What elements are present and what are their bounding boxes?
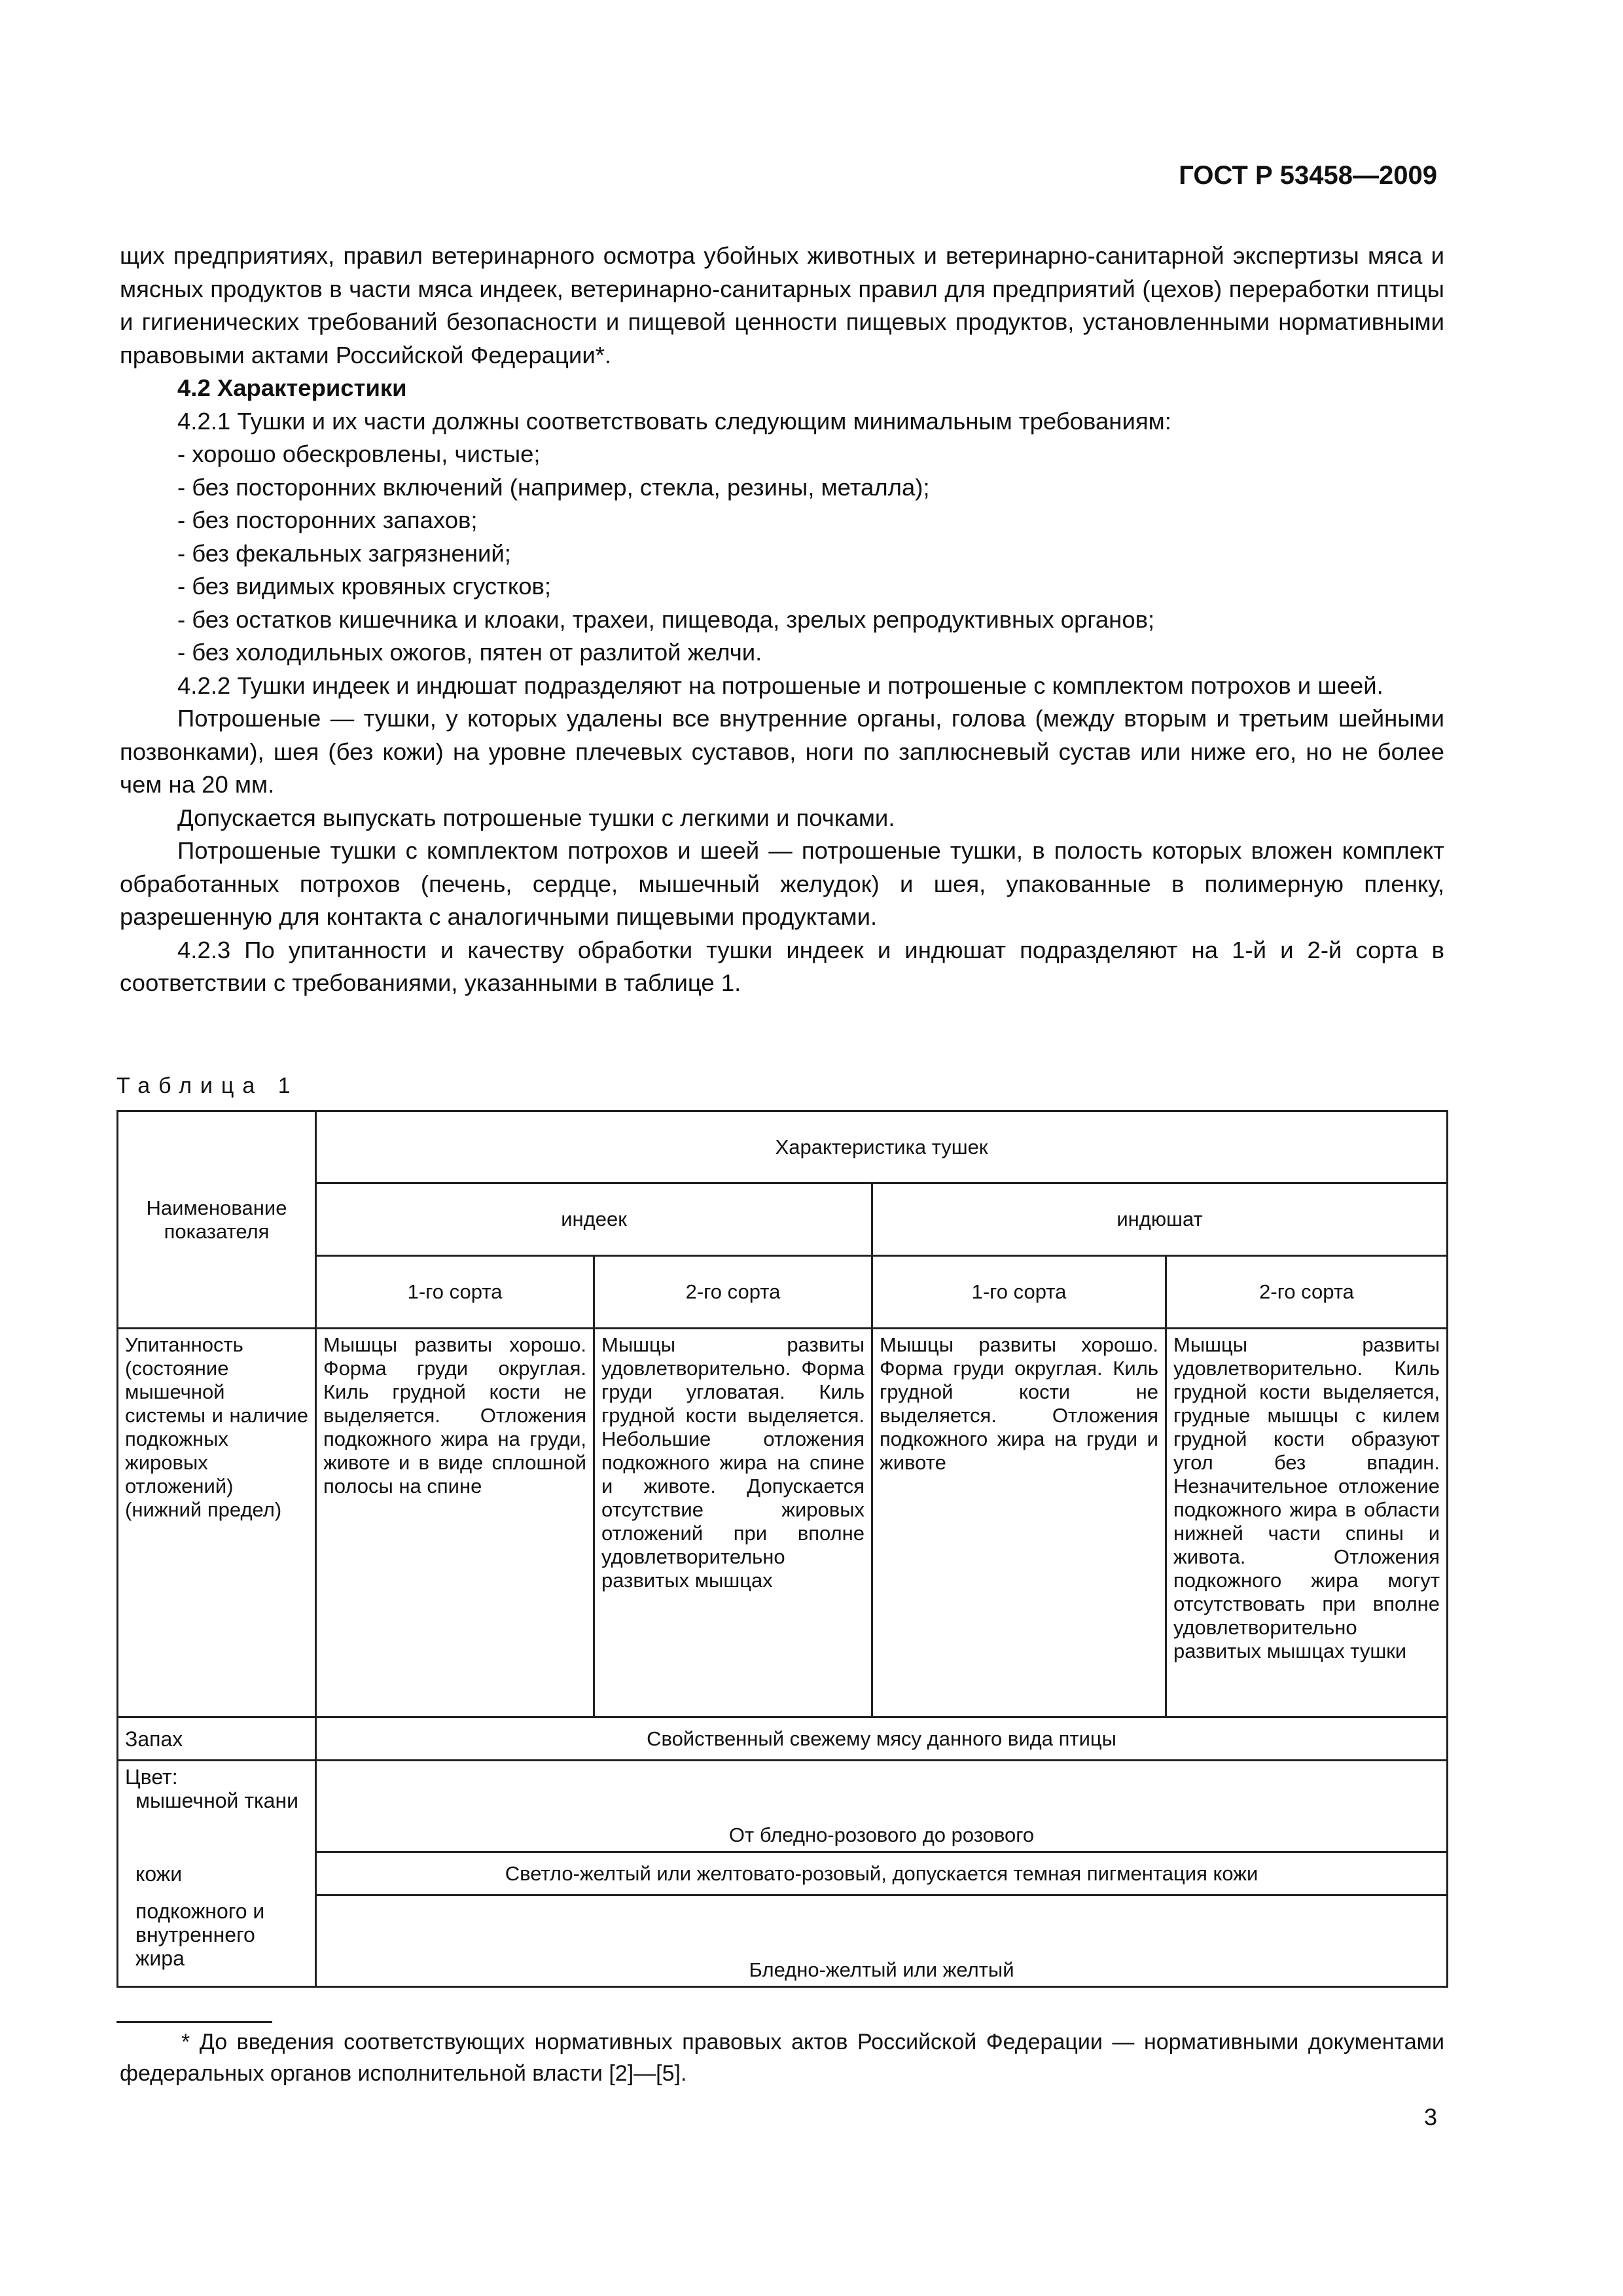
color-heading: Цвет: [125, 1765, 178, 1789]
list-item: - без фекальных загрязнений; [177, 539, 511, 567]
table-cell: Свойственный свежему мясу данного вида птицы [316, 1717, 1448, 1761]
paragraph: 4.2.1 Тушки и их части должны соответствовать следующим минимальным требованиям: [177, 407, 1171, 435]
paragraph: Потрошеные тушки с комплектом потрохов и шеей — потрошеные тушки, в полость которых вложен комплект обработанных потрохов (печень, сердце, мышечный желудок) и шея, упакованные в полимерную пленку, разрешенную для контакта с аналогичными пищевыми продуктами. [120, 837, 1444, 930]
header-grade-1: 1-го сорта [872, 1256, 1166, 1329]
table-cell: От бледно-розового до розового [316, 1761, 1448, 1852]
characteristics-table [116, 1110, 1448, 1988]
header-grade-2: 2-го сорта [1166, 1256, 1448, 1329]
list-item: - без остатков кишечника и клоаки, трахеи, пищевода, зрелых репродуктивных органов; [177, 605, 1155, 633]
header-group-poults: индюшат [872, 1183, 1448, 1256]
paragraph: Потрошеные — тушки, у которых удалены все внутренние органы, голова (между вторым и третьим шейными позвонками), шея (без кожи) на уровне плечевых суставов, ноги по заплюсневый сустав или ниже его, но не более чем на 20 мм. [120, 705, 1444, 798]
table-cell: Бледно-желтый или желтый [316, 1895, 1448, 1987]
section-heading: 4.2 Характеристики [177, 374, 407, 401]
color-skin-label: кожи [118, 1852, 316, 1895]
header-characteristics: Характеристика тушек [316, 1111, 1448, 1183]
row-label-fatness: Упитанность (состояние мышечной системы и наличие подкожных жировых отложений) (нижний предел) [118, 1329, 316, 1717]
paragraph: 4.2.3 По упитанности и качеству обработки тушки индеек и индюшат подразделяют на 1-й и 2-й сорта в соответствии с требованиями, указанными в таблице 1. [120, 936, 1444, 996]
table-caption: Таблица 1 [116, 1073, 299, 1098]
row-label-color [118, 1761, 316, 1852]
paragraph: щих предприятиях, правил ветеринарного осмотра убойных животных и ветеринарно-санитарной экспертизы мяса и мясных продуктов в части мяса индеек, ветеринарно-санитарных правил для предприятий (цехов) переработки птицы и гигиенических требований безопасности и пищевой ценности пищевых продуктов, установленными нормативными правовыми актами Российской Федерации*. [120, 242, 1444, 368]
table-cell: Мышцы развиты удовлетворительно. Форма груди угловатая. Киль грудной кости выделяется. Небольшие отложения подкожного жира на спине и животе. Допускается отсутствие жировых отложений при вполне удовлетворительно развитых мышцах [594, 1329, 872, 1717]
row-label-smell: Запах [118, 1717, 316, 1761]
paragraph: Допускается выпускать потрошеные тушки с легкими и почками. [177, 804, 895, 831]
header-group-turkeys: индеек [316, 1183, 872, 1256]
header-grade-1: 1-го сорта [316, 1256, 594, 1329]
table-cell: Мышцы развиты хорошо. Форма груди округлая. Киль грудной кости не выделяется. Отложения подкожного жира на груди, животе и в виде сплошной полосы на спине [316, 1329, 594, 1717]
body-text [120, 240, 1444, 1000]
header-indicator: Наименование показателя [118, 1111, 316, 1329]
footnote-divider [116, 2021, 272, 2023]
page-number: 3 [1423, 2104, 1437, 2130]
table-cell: Мышцы развиты удовлетворительно. Киль грудной кости выделяется, грудные мышцы с килем грудной кости образуют угол без впадин. Незначительное отложение подкожного жира в области нижней части спины и живота. Отложения подкожного жира могут отсутствовать при вполне удовлетворительно развитых мышцах тушки [1166, 1329, 1448, 1717]
footnote: * До введения соответствующих нормативных правовых актов Российской Федерации — нормативными документами федеральных органов исполнительной власти [2]—[5]. [120, 2030, 1444, 2086]
list-item: - без видимых кровяных сгустков; [177, 573, 552, 600]
list-item: - без холодильных ожогов, пятен от разлитой желчи. [177, 639, 762, 666]
color-muscle-label: мышечной ткани [135, 1789, 299, 1812]
document-code: ГОСТ Р 53458—2009 [1179, 161, 1437, 190]
table-cell: Мышцы развиты хорошо. Форма груди округлая. Киль грудной кости не выделяется. Отложения подкожного жира на груди и животе [872, 1329, 1166, 1717]
paragraph: 4.2.2 Тушки индеек и индюшат подразделяют на потрошеные и потрошеные с комплектом потрохов и шеей. [177, 672, 1383, 699]
table-cell: Светло-желтый или желтовато-розовый, допускается темная пигментация кожи [316, 1852, 1448, 1895]
list-item: - без посторонних включений (например, стекла, резины, металла); [177, 473, 930, 501]
header-grade-2: 2-го сорта [594, 1256, 872, 1329]
list-item: - хорошо обескровлены, чистые; [177, 440, 541, 467]
color-fat-label: подкожного и внутреннего жира [118, 1895, 316, 1987]
list-item: - без посторонних запахов; [177, 507, 478, 533]
